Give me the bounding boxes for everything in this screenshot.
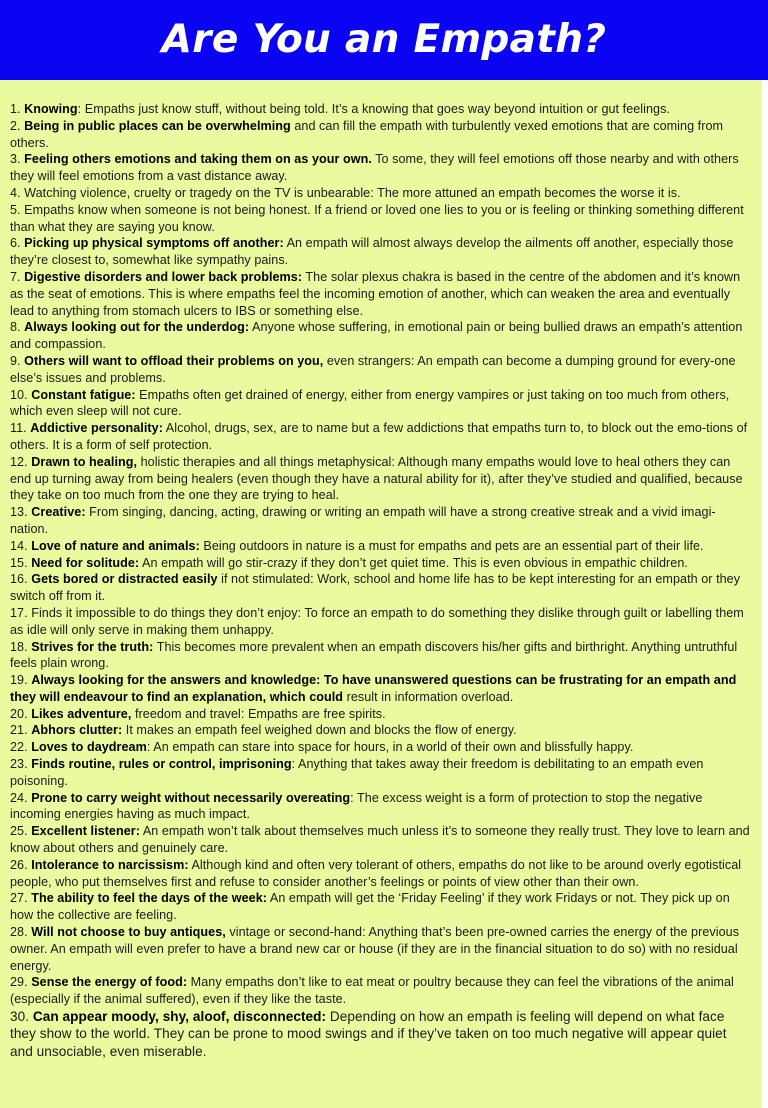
item-number: 26. — [10, 857, 32, 872]
list-item — [10, 269, 752, 319]
item-heading: Finds routine, rules or control, imprisoning — [31, 757, 292, 772]
item-number: 7. — [10, 269, 25, 284]
list-item — [10, 605, 752, 639]
item-number: 10. — [10, 387, 32, 402]
list-item — [10, 974, 752, 1008]
item-number: 18. — [10, 639, 32, 654]
list-item — [10, 555, 752, 572]
item-number: 21. — [10, 723, 32, 738]
item-heading: Creative: — [31, 505, 86, 520]
item-text: Many empaths don’t like to eat meat or poultry because they can feel the vibrations of the animal (especially if the animal suffered), even if they like the taste. — [10, 975, 734, 1007]
item-heading: Loves to daydream — [31, 740, 147, 755]
item-text: Watching violence, cruelty or tragedy on the TV is unbearable: The more attuned an empath becomes the worse it is. — [24, 185, 681, 200]
item-text: From singing, dancing, acting, drawing or writing an empath will have a strong creative streak and a vivid imagi-nation. — [10, 505, 716, 536]
item-text: if not stimulated: Work, school and home life has to be kept interesting for an empath or they switch off from it. — [10, 572, 741, 604]
item-number: 12. — [10, 454, 32, 469]
item-number: 13. — [10, 505, 32, 520]
item-number: 1. — [10, 102, 25, 116]
list-item — [10, 387, 752, 421]
list-item — [10, 722, 752, 739]
list-item — [10, 1008, 752, 1060]
item-text: It makes an empath feel weighed down and blocks the flow of energy. — [122, 723, 517, 738]
item-heading: Sense the energy of food: — [31, 975, 188, 990]
item-heading: Drawn to healing, — [31, 454, 138, 469]
list-item — [10, 756, 752, 790]
item-number: 17. — [10, 605, 32, 620]
item-number: 3. — [10, 152, 25, 167]
list-item — [10, 571, 752, 605]
item-heading: Picking up physical symptoms off another: — [24, 236, 284, 251]
item-text: To some, they will feel emotions off those nearby and with others they will feel emotions from a vast distance away. — [10, 152, 739, 184]
title-banner — [0, 0, 768, 80]
item-text: Finds it impossible to do things they don’t enjoy: To force an empath to do something they dislike through guilt or labelling them as idle will only serve in making them unhappy. — [10, 605, 744, 637]
item-number: 22. — [10, 740, 32, 755]
list-item — [10, 101, 752, 118]
item-heading: Will not choose to buy antiques, — [31, 925, 226, 940]
item-number: 8. — [10, 320, 25, 335]
item-number: 23. — [10, 757, 32, 772]
item-heading: Feeling others emotions and taking them on as your own. — [24, 152, 372, 167]
item-number: 28. — [10, 925, 32, 940]
item-heading: Always looking for the answers and knowledge: To have unanswered questions can be frustrating for an empath and they will endeavour to find an explanation, which could — [10, 673, 737, 704]
item-text: An empath will get the ‘Friday Feeling’ if they work Fridays or not. They pick up on how the collective are feeling. — [10, 891, 730, 923]
item-text: : The excess weight is a form of protection to stop the negative incoming energies having as much impact. — [10, 790, 703, 822]
item-heading: Constant fatigue: — [31, 387, 136, 402]
list-item — [10, 185, 752, 202]
item-text: Depending on how an empath is feeling will depend on what face they show to the world. They can be prone to mood swings and if they’ve taken on too much negative will appear quiet and unsociable, even miserable. — [10, 1009, 727, 1059]
item-number: 6. — [10, 236, 25, 251]
item-number: 27. — [10, 891, 32, 906]
item-text: : Anything that takes away their freedom is debilitating to an empath even poisoning. — [10, 757, 704, 788]
item-number: 19. — [10, 673, 32, 688]
item-number: 20. — [10, 706, 32, 721]
list-item — [10, 672, 752, 706]
item-text: freedom and travel: Empaths are free spirits. — [131, 706, 386, 721]
list-item — [10, 538, 752, 555]
item-number: 9. — [10, 353, 25, 368]
item-text: The solar plexus chakra is based in the centre of the abdomen and it’s known as the seat of emotions. This is where empaths feel the incoming emotion of another, which can weaken the area and eventually lead to anything from stomach ulcers to IBS or something else. — [10, 269, 741, 318]
list-item — [10, 151, 752, 185]
item-text: Empaths know when someone is not being honest. If a friend or loved one lies to you or is feeling or thinking something different than what they are saying you know. — [10, 202, 744, 234]
item-text: This becomes more prevalent when an empath discovers his/her gifts and birthright. Anything untruthful feels plain wrong. — [10, 639, 738, 671]
item-number: 30. — [10, 1009, 33, 1025]
list-item — [10, 739, 752, 756]
item-heading: Need for solitude: — [31, 555, 140, 570]
item-number: 4. — [10, 185, 25, 200]
item-heading: Love of nature and animals: — [31, 538, 200, 553]
item-heading: Being in public places can be overwhelming — [24, 118, 291, 133]
list-item — [10, 353, 752, 387]
item-text: An empath will almost always develop the ailments off another, especially those they’re closest to, somewhat like sympathy pains. — [10, 236, 734, 268]
item-heading: Intolerance to narcissism: — [31, 857, 189, 872]
item-text: and can fill the empath with turbulently vexed emotions that are coming from others. — [10, 118, 724, 150]
item-heading: Knowing — [24, 102, 78, 116]
item-text: Empaths often get drained of energy, either from energy vampires or just taking on too much from others, which even sleep will not cure. — [10, 387, 730, 419]
list-item — [10, 454, 752, 504]
list-item — [10, 639, 752, 673]
item-text: An empath won’t talk about themselves much unless it’s to someone they really trust. They love to learn and know about others and genuinely care. — [10, 824, 750, 856]
item-heading: The ability to feel the days of the week: — [31, 891, 268, 906]
list-item — [10, 202, 752, 236]
item-text: : An empath can stare into space for hours, in a world of their own and blissfully happy. — [146, 740, 634, 755]
item-text: result in information overload. — [343, 689, 514, 704]
trait-list — [10, 101, 752, 1060]
item-number: 15. — [10, 555, 32, 570]
item-number: 24. — [10, 790, 32, 805]
list-item — [10, 924, 752, 974]
item-heading: Likes adventure, — [31, 706, 132, 721]
item-text: Anyone whose suffering, in emotional pain or being bullied draws an empath’s attention and compassion. — [10, 320, 743, 352]
item-heading: Digestive disorders and lower back problems: — [24, 269, 303, 284]
list-item — [10, 319, 752, 353]
item-heading: Abhors clutter: — [31, 723, 123, 738]
list-item — [10, 235, 752, 269]
item-heading: Strives for the truth: — [31, 639, 154, 654]
list-item — [10, 504, 752, 538]
item-text: Being outdoors in nature is a must for empaths and pets are an essential part of their life. — [199, 538, 704, 553]
item-number: 11. — [10, 421, 31, 436]
list-item — [10, 790, 752, 824]
item-text: Alcohol, drugs, sex, are to name but a few addictions that empaths turn to, to block out the emo-tions of others. It is a form of self protection. — [10, 421, 748, 452]
item-number: 14. — [10, 538, 32, 553]
item-heading: Gets bored or distracted easily — [31, 572, 218, 587]
item-text: Although kind and often very tolerant of others, empaths do not like to be around overly egotistical people, who put themselves first and refuse to consider another’s feelings or points of view other than their own. — [10, 857, 742, 889]
item-heading: Can appear moody, shy, aloof, disconnected: — [32, 1009, 327, 1025]
item-text: : Empaths just know stuff, without being told. It’s a knowing that goes way beyond intuition or gut feelings. — [77, 102, 671, 116]
list-item — [10, 890, 752, 924]
item-number: 29. — [10, 975, 32, 990]
item-heading: Addictive personality: — [30, 421, 163, 436]
item-text: vintage or second-hand: Anything that’s been pre-owned carries the energy of the previous owner. An empath will even prefer to have a brand new car or house (if they are in the financial situation to do so) with no residual energy. — [10, 925, 740, 973]
item-heading: Prone to carry weight without necessarily overeating — [31, 790, 351, 805]
item-text: An empath will go stir-crazy if they don’t get quiet time. This is even obvious in empathic children. — [139, 555, 688, 570]
item-text: holistic therapies and all things metaphysical: Although many empaths would love to heal others they can end up turning away from being healers (even though they have a natural ability for it), after they’ve studied and qualified, because they take on too much from the one they are trying to heal. — [10, 454, 743, 503]
list-item — [10, 118, 752, 152]
page-title: Are You an Empath? — [161, 17, 607, 62]
item-number: 5. — [10, 202, 25, 217]
list-item — [10, 420, 752, 454]
list-item — [10, 857, 752, 891]
item-heading: Always looking out for the underdog: — [24, 320, 250, 335]
list-item — [10, 823, 752, 857]
item-text: even strangers: An empath can become a dumping ground for every-one else’s issues and problems. — [10, 353, 736, 385]
item-number: 25. — [10, 824, 32, 839]
item-number: 2. — [10, 118, 25, 133]
item-heading: Others will want to offload their problems on you, — [24, 353, 324, 368]
item-number: 16. — [10, 572, 32, 587]
list-item — [10, 706, 752, 723]
item-heading: Excellent listener: — [31, 824, 140, 839]
